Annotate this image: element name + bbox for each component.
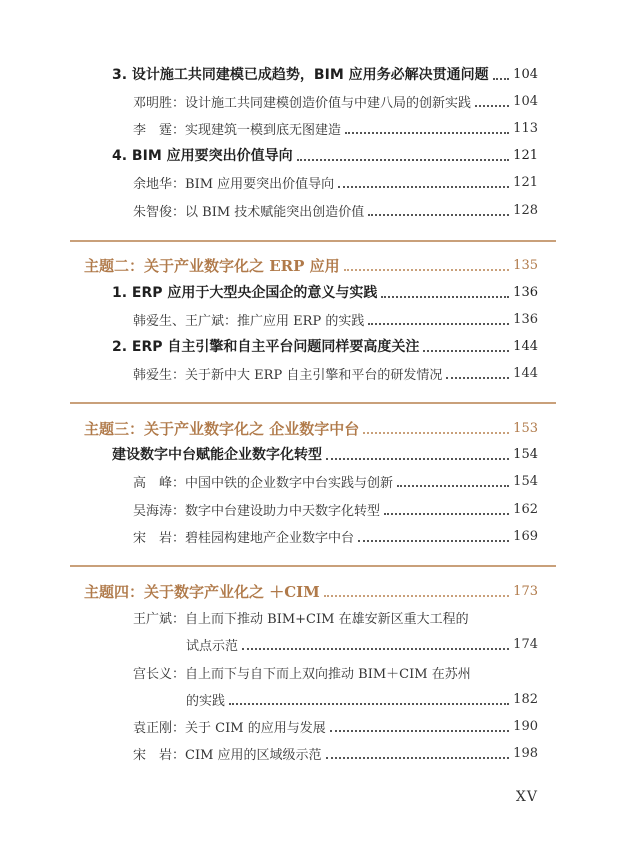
toc-entry[interactable] (0, 715, 622, 737)
toc-section-4[interactable] (0, 144, 622, 166)
leader-dots (358, 540, 509, 542)
toc-entry[interactable] (0, 362, 622, 384)
page-folio: XV (515, 789, 538, 805)
entry-title: 设计施工共同建模创造价值与中建八局的创新实践 (185, 95, 472, 111)
author: 宋 岩 (133, 747, 173, 763)
page-number: 113 (513, 120, 538, 136)
separator: ： (224, 313, 238, 329)
entry-title: 数字中台建设助力中天数字化转型 (185, 503, 381, 519)
toc-entry[interactable] (0, 171, 622, 193)
page-number: 104 (513, 93, 538, 109)
toc-entry[interactable] (0, 606, 622, 628)
separator: ： (172, 530, 186, 546)
entry-title: 关于 CIM 的应用与发展 (185, 720, 326, 736)
toc-section[interactable] (0, 281, 622, 303)
page-number: 154 (513, 446, 538, 462)
entry-title: BIM 应用要突出价值导向 (185, 176, 335, 192)
toc-theme-2[interactable] (0, 254, 622, 276)
leader-dots (475, 105, 509, 107)
entry-title: 推广应用 ERP 的实践 (237, 313, 365, 329)
page-number: 162 (513, 501, 538, 517)
separator: ： (172, 122, 186, 138)
leader-dots (446, 377, 509, 379)
page-number: 136 (513, 311, 538, 327)
page-number: 174 (513, 636, 538, 652)
entry-title: 碧桂园构建地产企业数字中台 (185, 530, 355, 546)
entry-title: 自上而下推动 BIM+CIM 在雄安新区重大工程的 (185, 611, 469, 627)
entry-title: 中国中铁的企业数字中台实践与创新 (185, 475, 394, 491)
theme-title: 主题二：关于产业数字化之 ERP 应用 (84, 256, 340, 275)
leader-dots (330, 730, 509, 732)
leader-dots (229, 703, 509, 705)
toc-entry-continuation[interactable] (0, 633, 622, 655)
entry-title: 自上而下与自下而上双向推动 BIM＋CIM 在苏州 (185, 666, 471, 682)
page-number: 144 (513, 338, 538, 354)
toc-entry[interactable] (0, 470, 622, 492)
author: 袁正刚 (133, 720, 173, 736)
toc-entry[interactable] (0, 90, 622, 112)
entry-title: CIM 应用的区域级示范 (185, 747, 322, 763)
author: 朱智俊 (133, 204, 173, 220)
leader-dots (344, 269, 510, 271)
page-number: 173 (513, 583, 538, 599)
author: 韩爱生、王广斌 (133, 313, 225, 329)
page-number: 128 (513, 202, 538, 218)
toc-entry[interactable] (0, 117, 622, 139)
page-number: 169 (513, 528, 538, 544)
toc-entry-continuation[interactable] (0, 688, 622, 710)
toc-entry[interactable] (0, 742, 622, 764)
leader-dots (423, 350, 509, 352)
author: 高 峰 (133, 475, 173, 491)
separator: ： (172, 475, 186, 491)
separator: ： (172, 204, 186, 220)
page-number: 144 (513, 365, 538, 381)
toc-theme-4[interactable] (0, 580, 622, 602)
separator: ： (172, 666, 186, 682)
author: 余地华 (133, 176, 173, 192)
entry-title-cont: 试点示范 (186, 638, 239, 654)
leader-dots (363, 432, 509, 434)
separator: ： (172, 367, 186, 383)
author: 韩爱生 (133, 367, 173, 383)
toc-section-3[interactable] (0, 63, 622, 85)
leader-dots (297, 159, 510, 161)
section-title: 4. BIM 应用要突出价值导向 (112, 148, 293, 164)
entry-title: 关于新中大 ERP 自主引擎和平台的研发情况 (185, 367, 443, 383)
section-title: 1. ERP 应用于大型央企国企的意义与实践 (112, 285, 378, 301)
author: 邓明胜 (133, 95, 173, 111)
entry-title: 以 BIM 技术赋能突出创造价值 (185, 204, 365, 220)
author: 宋 岩 (133, 530, 173, 546)
leader-dots (384, 513, 509, 515)
section-divider (70, 240, 556, 242)
section-divider (70, 565, 556, 567)
page-number: 135 (513, 257, 538, 273)
toc-entry[interactable] (0, 199, 622, 221)
separator: ： (172, 611, 186, 627)
section-title: 建设数字中台赋能企业数字化转型 (112, 447, 322, 463)
leader-dots (326, 458, 509, 460)
page-number: 104 (513, 66, 538, 82)
toc-section[interactable] (0, 335, 622, 357)
page-number: 198 (513, 745, 538, 761)
page-number: 121 (513, 174, 538, 190)
entry-title: 实现建筑一模到底无图建造 (185, 122, 342, 138)
section-title: 2. ERP 自主引擎和自主平台问题同样要高度关注 (112, 339, 420, 355)
author: 吴海涛 (133, 503, 173, 519)
theme-title: 主题四：关于数字产业化之 ＋CIM (84, 582, 320, 601)
page-number: 190 (513, 718, 538, 734)
leader-dots (326, 757, 510, 759)
leader-dots (324, 595, 509, 597)
toc-entry[interactable] (0, 498, 622, 520)
toc-entry[interactable] (0, 661, 622, 683)
entry-title-cont: 的实践 (186, 693, 226, 709)
author: 王广斌 (133, 611, 173, 627)
toc-section[interactable] (0, 443, 622, 465)
toc-entry[interactable] (0, 308, 622, 330)
leader-dots (368, 214, 509, 216)
leader-dots (242, 648, 509, 650)
leader-dots (493, 78, 510, 80)
leader-dots (381, 296, 509, 298)
page-number: 136 (513, 284, 538, 300)
separator: ： (172, 747, 186, 763)
author: 李 霆 (133, 122, 173, 138)
leader-dots (345, 132, 509, 134)
theme-title: 主题三：关于产业数字化之 企业数字中台 (84, 419, 360, 438)
page-number: 121 (513, 147, 538, 163)
toc-theme-3[interactable] (0, 417, 622, 439)
leader-dots (397, 485, 509, 487)
page-number: 182 (513, 691, 538, 707)
section-divider (70, 402, 556, 404)
separator: ： (172, 95, 186, 111)
separator: ： (172, 176, 186, 192)
page-number: 153 (513, 420, 538, 436)
separator: ： (172, 720, 186, 736)
toc-entry[interactable] (0, 525, 622, 547)
author: 宫长义 (133, 666, 173, 682)
section-title: 3. 设计施工共同建模已成趋势，BIM 应用务必解决贯通问题 (112, 67, 489, 83)
leader-dots (368, 323, 509, 325)
page-number: 154 (513, 473, 538, 489)
leader-dots (338, 186, 509, 188)
separator: ： (172, 503, 186, 519)
